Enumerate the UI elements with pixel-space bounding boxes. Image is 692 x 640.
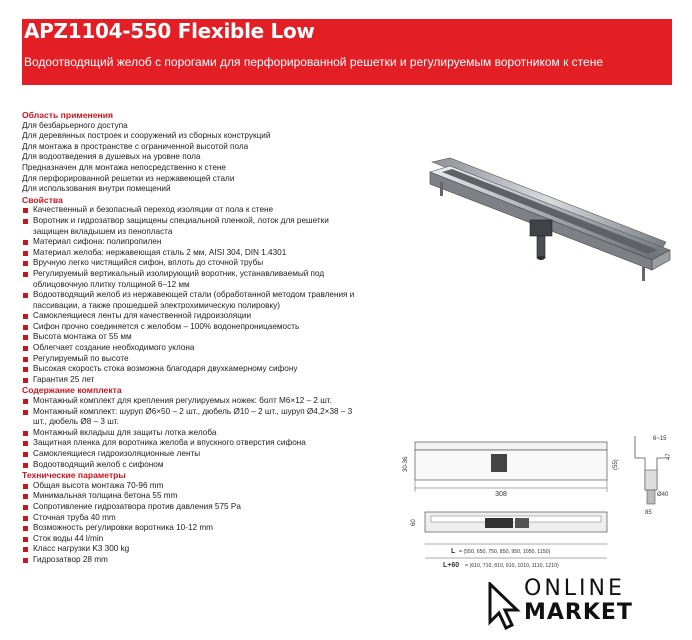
specs-item: Сточная труба 40 mm: [22, 513, 362, 524]
label-l60: L+60: [443, 562, 460, 569]
specs-item: Сток воды 44 l/min: [22, 534, 362, 545]
properties-item: Высокая скорость стока возможна благодаря двухкамерному сифону: [22, 364, 362, 375]
kit-item: Монтажный вкладыш для защиты лотка желоба: [22, 428, 362, 439]
label-l: L: [451, 548, 456, 555]
dim-height-a: 47: [666, 453, 672, 460]
properties-item: Регулируемый по высоте: [22, 354, 362, 365]
logo-line1: ONLINE: [524, 576, 625, 601]
kit-item: Монтажный комплект: шуруп Ø6×50 – 2 шт., дюбель Ø10 – 2 шт., шуруп Ø4,2×38 – 3 шт., дюбель Ø8 – 3 шт.: [22, 407, 362, 428]
dim-left: 30-36: [403, 456, 409, 472]
properties-heading: Свойства: [22, 194, 63, 205]
logo-line2: MARKET: [524, 600, 633, 625]
product-subtitle: Водоотводящий желоб с порогами для перфорированной решетки и регулируемым воротником к стене: [24, 55, 603, 69]
dim-width: 308: [495, 491, 507, 498]
kit-item: Водоотводящий желоб с сифоном: [22, 460, 362, 471]
application-item: Для использования внутри помещений: [22, 184, 171, 194]
properties-item: Качественный и безопасный переход изоляции от пола к стене: [22, 205, 362, 216]
dim-height-b: (55): [613, 459, 619, 470]
application-list: [22, 121, 362, 195]
cursor-icon: [486, 582, 522, 630]
specs-heading: Технические параметры: [22, 470, 126, 481]
properties-item: Самоклеящиеся ленты для качественной гидроизоляции: [22, 311, 362, 322]
properties-item: Материал желоба: нержавеющая сталь 2 мм, AISI 304, DIN 1.4301: [22, 248, 362, 259]
specs-item: Возможность регулировки воротника 10-12 mm: [22, 523, 362, 534]
application-item: Для безбарьерного доступа: [22, 120, 128, 130]
product-image: [420, 150, 680, 300]
specs-item: Гидрозатвор 28 mm: [22, 555, 362, 566]
application-item: Для водоотведения в душевых на уровне пола: [22, 152, 201, 162]
kit-item: Монтажный комплект для крепления регулируемых ножек: болт М6×12 – 2 шт.: [22, 396, 362, 407]
dim-right: 85: [645, 510, 652, 516]
properties-item: Вручную легко чистящийся сифон, вплоть до сточной трубы: [22, 258, 362, 269]
kit-item: Защитная пленка для воротника желоба и впускного отверстия сифона: [22, 438, 362, 449]
technical-drawing: [395, 430, 685, 580]
properties-list: [22, 205, 362, 385]
application-item: Предназначен для монтажа непосредственно к стене: [22, 162, 226, 172]
properties-item: Гарантия 25 лет: [22, 375, 362, 386]
kit-item: Самоклеящиеся гидроизоляционные ленты: [22, 449, 362, 460]
application-heading: Область применения: [22, 110, 113, 120]
specs-item: Класс нагрузки K3 300 kg: [22, 544, 362, 555]
kit-list: [22, 396, 362, 470]
label-l60-values: = (610, 710, 810, 910, 1010, 1110, 1210): [465, 563, 559, 569]
label-l-values: = (550, 650, 750, 850, 950, 1050, 1150): [459, 549, 551, 555]
specs-item: Сопротивление гидрозатвора против давления 575 Pa: [22, 502, 362, 513]
application-item: Для монтажа в пространстве с ограниченной высотой пола: [22, 141, 249, 151]
properties-item: Водоотводящий желоб из нержавеющей стали (обработанной методом травления и пассивации, а также прошедшей электрохимическую полировку): [22, 290, 362, 311]
application-item: Для деревянных построек и сооружений из сборных конструкций: [22, 131, 271, 141]
properties-item: Сифон прочно соединяется с желобом – 100% водонепроницаемость: [22, 322, 362, 333]
spec-content: [22, 110, 362, 566]
dim-side-top: 6~15: [653, 436, 667, 442]
properties-item: Материал сифона: полипропилен: [22, 237, 362, 248]
header-banner: [22, 19, 672, 85]
specs-item: Общая высота монтажа 70-96 mm: [22, 481, 362, 492]
specs-list: [22, 481, 362, 566]
product-title: APZ1104-550 Flexible Low: [24, 19, 315, 43]
online-market-logo: [486, 576, 646, 636]
properties-item: Воротник и гидрозатвор защищены специальной пленкой, лоток для решетки защищен вкладышем из пенопласта: [22, 216, 362, 237]
kit-heading: Содержание комплекта: [22, 385, 122, 396]
properties-item: Облегчает создание необходимого уклона: [22, 343, 362, 354]
specs-item: Минимальная толщина бетона 55 mm: [22, 491, 362, 502]
dim-front-height: 60: [411, 519, 417, 526]
properties-item: Регулируемый вертикальный изолирующий воротник, устанавливаемый под облицовочную плитку толщиной 6–12 мм: [22, 269, 362, 290]
application-item: Для перфорированной решетки из нержавеющей стали: [22, 173, 235, 183]
properties-item: Высота монтажа от 55 мм: [22, 332, 362, 343]
dim-pipe: Ø40: [657, 492, 669, 498]
